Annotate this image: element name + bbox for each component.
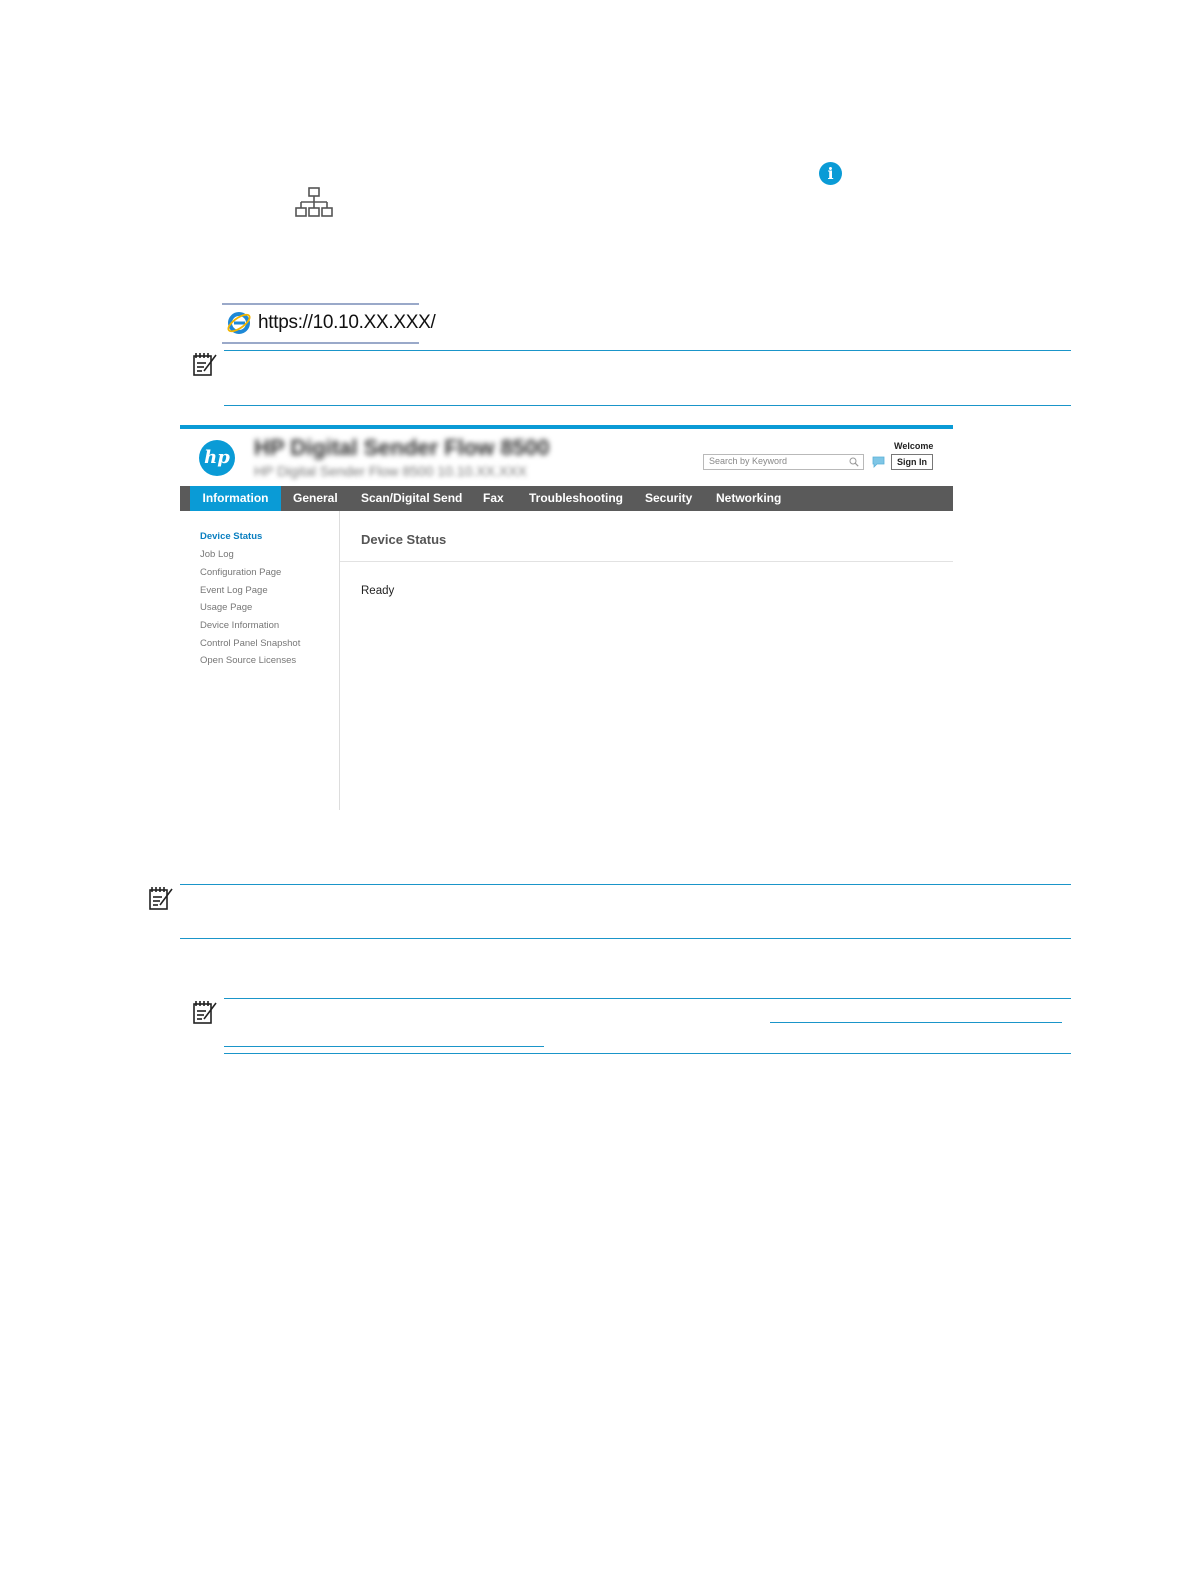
tab-fax[interactable]: Fax [483,491,504,505]
tab-scan-digital-send[interactable]: Scan/Digital Send [361,491,463,505]
ie-browser-icon [226,310,252,336]
sidebar-item-usage-page[interactable]: Usage Page [200,602,253,613]
info-icon: i [819,162,842,185]
tab-security[interactable]: Security [645,491,693,505]
hyperlink-underline[interactable] [224,1046,544,1047]
search-input[interactable] [703,454,864,470]
note-rule-top [224,998,1071,999]
embedded-web-server-screenshot [180,425,953,810]
ews-nav-bar [180,486,953,511]
device-subtitle: HP Digital Sender Flow 8500 10.10.XX.XXX [254,463,527,479]
network-icon [294,186,334,220]
note-icon [192,999,218,1025]
tab-networking[interactable]: Networking [716,491,782,505]
sidebar-item-configuration-page[interactable]: Configuration Page [200,567,282,578]
tab-general[interactable]: General [293,491,338,505]
ews-top-accent-bar [180,425,953,429]
content-divider [340,561,953,562]
hyperlink-underline[interactable] [770,1022,1062,1023]
note-icon [148,885,174,911]
sidebar-item-open-source-licenses[interactable]: Open Source Licenses [200,655,297,666]
sign-in-button[interactable]: Sign In [891,454,933,470]
sidebar-item-job-log[interactable]: Job Log [200,549,234,560]
welcome-label: Welcome [894,441,934,451]
chat-icon[interactable] [872,456,885,468]
sidebar-item-control-panel-snapshot[interactable]: Control Panel Snapshot [200,638,301,649]
note-rule-top [180,884,1071,885]
note-rule-top [224,350,1071,351]
note-rule-bottom [224,1053,1071,1054]
search-icon[interactable] [849,457,859,467]
note-rule-bottom [224,405,1071,406]
search-placeholder: Search by Keyword [709,456,788,466]
content-title: Device Status [361,532,447,547]
tab-information[interactable]: Information [190,486,281,511]
sidebar-item-event-log-page[interactable]: Event Log Page [200,585,268,596]
note-icon [192,351,218,377]
note-rule-bottom [180,938,1071,939]
sidebar-divider [339,511,340,810]
sidebar-item-device-status[interactable]: Device Status [200,531,263,542]
device-status-value: Ready [361,585,395,597]
sidebar-item-device-information[interactable]: Device Information [200,620,280,631]
device-title: HP Digital Sender Flow 8500 [254,435,550,460]
address-url: https://10.10.XX.XXX/ [258,312,436,333]
tab-troubleshooting[interactable]: Troubleshooting [529,491,623,505]
hp-logo: hp [199,440,235,476]
